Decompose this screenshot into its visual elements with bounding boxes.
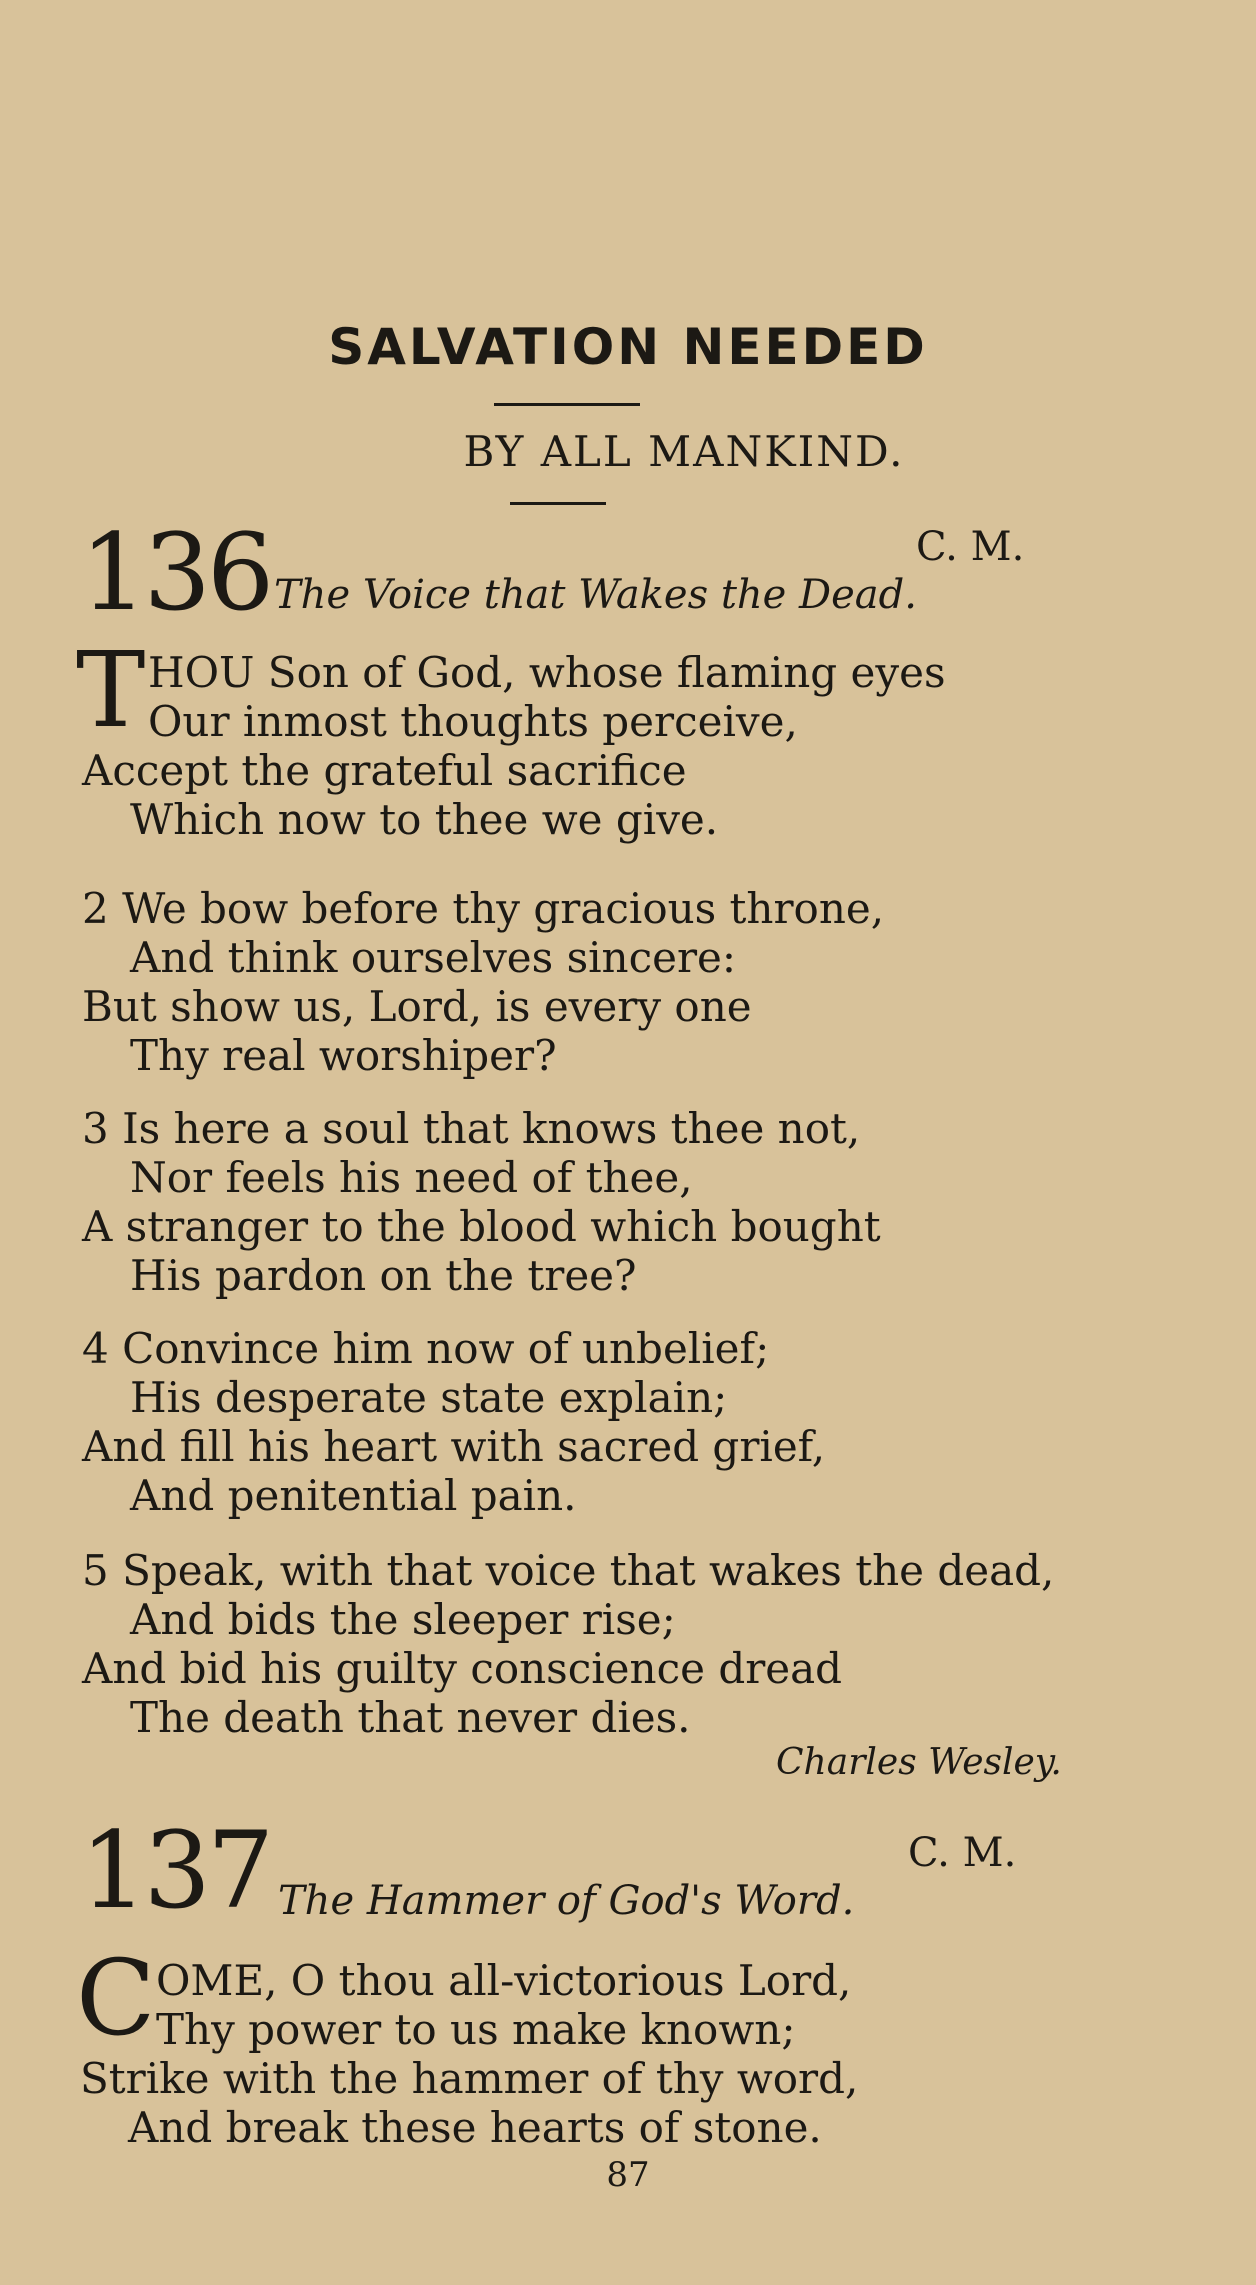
title-rule [494, 403, 640, 406]
hymn-136-line-9: 3 Is here a soul that knows thee not, [82, 1104, 861, 1153]
hymn-136-line-8: Thy real worshiper? [130, 1031, 557, 1080]
hymn-136-meter: C. M. [916, 524, 1025, 570]
subtitle-rule [510, 502, 606, 505]
hymn-136-line-12: His pardon on the tree? [130, 1251, 637, 1300]
hymn-137-line-1: OME, O thou all-victorious Lord, [156, 1956, 852, 2005]
hymn-136-line-1: HOU Son of God, whose flaming eyes [148, 648, 946, 697]
section-subtitle: BY ALL MANKIND. [463, 427, 905, 476]
hymn-136-line-15: And fill his heart with sacred grief, [82, 1422, 826, 1471]
hymn-136-line-6: And think ourselves sincere: [130, 933, 737, 982]
hymn-136-line-7: But show us, Lord, is every one [82, 982, 752, 1031]
hymn-136-line-3: Accept the grateful sacrifice [82, 746, 687, 795]
hymn-136-line-18: And bids the sleeper rise; [130, 1595, 676, 1644]
hymn-137-meter: C. M. [908, 1830, 1017, 1876]
hymn-136-line-17: 5 Speak, with that voice that wakes the dead, [82, 1546, 1055, 1595]
hymn-137-title: The Hammer of God's Word. [278, 1878, 855, 1924]
hymn-137-line-2: Thy power to us make known; [156, 2005, 796, 2054]
hymn-136-line-16: And penitential pain. [130, 1471, 577, 1520]
section-title: SALVATION NEEDED [328, 318, 928, 376]
hymn-136-line-11: A stranger to the blood which bought [82, 1202, 881, 1251]
hymn-136-title: The Voice that Wakes the Dead. [274, 572, 917, 618]
hymn-137-number: 137 [80, 1809, 271, 1932]
hymn-136-line-19: And bid his guilty conscience dread [82, 1644, 843, 1693]
hymn-136-line-14: His desperate state explain; [130, 1373, 728, 1422]
hymn-136-line-13: 4 Convince him now of unbelief; [82, 1324, 770, 1373]
hymn-136-line-4: Which now to thee we give. [130, 795, 719, 844]
hymn-136-line-5: 2 We bow before thy gracious throne, [82, 884, 885, 933]
hymn-136-line-2: Our inmost thoughts perceive, [148, 697, 798, 746]
hymn-136-line-10: Nor feels his need of thee, [130, 1153, 693, 1202]
hymn-136-number: 136 [80, 511, 271, 634]
page-number: 87 [606, 2155, 650, 2195]
hymn-137-dropcap: C [76, 1937, 156, 2059]
hymn-136-dropcap: T [76, 629, 146, 751]
hymn-137-line-4: And break these hearts of stone. [128, 2103, 822, 2152]
hymn-137-line-3: Strike with the hammer of thy word, [80, 2054, 859, 2103]
hymn-136-line-20: The death that never dies. [130, 1693, 691, 1742]
hymn-136-author: Charles Wesley. [776, 1742, 1062, 1783]
